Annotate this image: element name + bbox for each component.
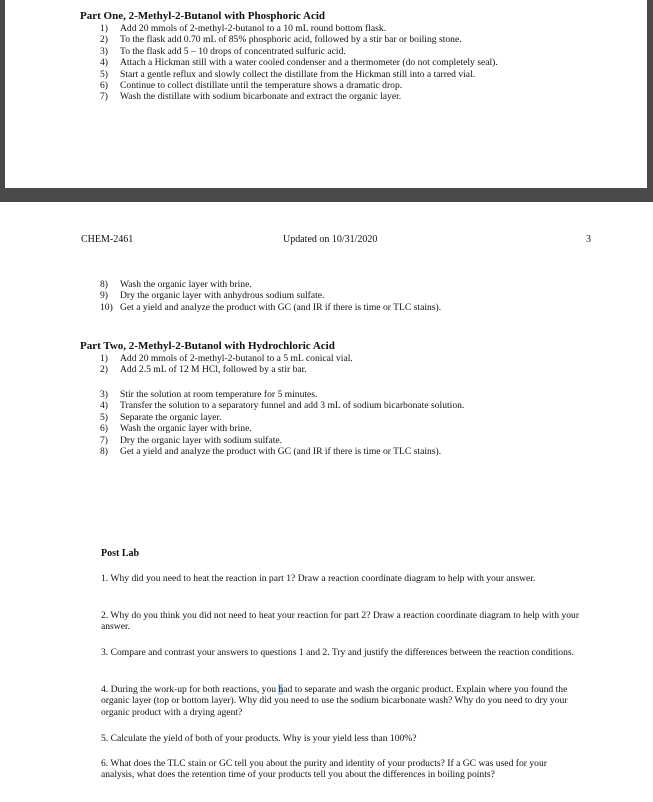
step-text: Stir the solution at room temperature for 5 minutes. [120, 389, 318, 400]
step-number: 10) [100, 301, 113, 313]
step-number: 2) [100, 34, 108, 46]
question-1: 1. Why did you need to heat the reaction in part 1? Draw a reaction coordinate diagram to help with your answer. [101, 573, 536, 584]
updated-date: Updated on 10/31/2020 [283, 234, 378, 245]
question-4 [101, 684, 581, 718]
question-3: 3. Compare and contrast your answers to questions 1 and 2. Try and justify the differences between the reaction conditions. [101, 647, 575, 658]
step-item [100, 435, 620, 446]
course-code: CHEM-2461 [81, 234, 134, 245]
step-text: Dry the organic layer with anhydrous sodium sulfate. [120, 290, 325, 302]
post-lab-title: Post Lab [101, 548, 140, 559]
step-number: 3) [100, 45, 108, 57]
step-item [100, 23, 620, 34]
step-number: 4) [100, 57, 108, 69]
viewer-gutter-right [647, 0, 653, 188]
step-text: Transfer the solution to a separatory funnel and add 3 mL of sodium bicarbonate solution. [120, 400, 465, 412]
viewer-gutter-left [0, 0, 5, 188]
question-4-start: 4. During the work-up for both reactions, you [101, 684, 279, 695]
step-number: 2) [100, 364, 108, 376]
step-item [100, 412, 620, 423]
step-text: Get a yield and analyze the product with GC (and IR if there is time or TLC stains). [120, 301, 442, 313]
step-number: 9) [100, 290, 108, 302]
question-2: 2. Why do you think you did not need to heat your reaction for part 2? Draw a reaction coordinate diagram to help with your answer. [101, 610, 580, 633]
part-one-steps [100, 23, 620, 103]
step-number: 4) [100, 400, 108, 412]
step-item [100, 57, 620, 68]
step-item [100, 69, 620, 80]
step-number: 6) [100, 80, 108, 92]
step-item [100, 302, 620, 313]
step-item [100, 423, 620, 434]
step-text: Attach a Hickman still with a water cooled condenser and a thermometer (do not completely seal). [120, 57, 498, 69]
step-item [100, 446, 620, 457]
part-two-steps-b [100, 389, 620, 457]
step-text: Get a yield and analyze the product with GC (and IR if there is time or TLC stains). [120, 446, 442, 458]
page-separator [0, 188, 653, 202]
step-text: Wash the organic layer with brine. [120, 279, 252, 290]
step-text: Start a gentle reflux and slowly collect the distillate from the Hickman still into a tarred vial. [120, 68, 476, 80]
question-5: 5. Calculate the yield of both of your products. Why is your yield less than 100%? [101, 733, 417, 744]
step-item [100, 353, 620, 364]
step-text: Add 20 mmols of 2-methyl-2-butanol to a 5 mL conical vial. [120, 353, 353, 364]
step-text: Add 2.5 mL of 12 M HCl, followed by a stir bar. [120, 364, 307, 376]
step-item [100, 290, 620, 301]
step-item [100, 279, 620, 290]
page-3 [0, 202, 653, 802]
page-number: 3 [586, 234, 591, 245]
step-text: Dry the organic layer with sodium sulfate. [120, 434, 283, 446]
step-item [100, 34, 620, 45]
step-item [100, 364, 620, 375]
step-text: Wash the distillate with sodium bicarbonate and extract the organic layer. [120, 91, 402, 103]
step-number: 6) [100, 423, 108, 435]
part-two-title: Part Two, 2-Methyl-2-Butanol with Hydrochloric Acid [80, 340, 335, 352]
step-number: 1) [100, 23, 108, 34]
question-6: 6. What does the TLC stain or GC tell you about the purity and identity of your products? If a GC was used for your analysis, what does the retention time of your products tell you about the differences in boiling points? [101, 758, 547, 781]
step-text: Separate the organic layer. [120, 411, 222, 423]
step-text: To the flask add 0.70 mL of 85% phosphoric acid, followed by a stir bar or boiling stone. [120, 34, 462, 46]
question-4-rest: ad to separate and wash the organic product. Explain where you found the organic layer (top or bottom layer). Why did you need to use the sodium bicarbonate wash? Why do you need to dry your organic product with a drying agent? [101, 684, 568, 718]
step-number: 7) [100, 434, 108, 446]
step-number: 8) [100, 279, 108, 290]
step-text: Wash the organic layer with brine. [120, 423, 252, 435]
step-text: Add 20 mmols of 2-methyl-2-butanol to a 10 mL round bottom flask. [120, 23, 387, 34]
step-item [100, 400, 620, 411]
text-cursor-highlight[interactable]: h [278, 684, 284, 695]
page-top [0, 0, 653, 188]
step-item [100, 389, 620, 400]
part-one-continued-steps [100, 279, 620, 313]
step-item [100, 91, 620, 102]
step-number: 5) [100, 411, 108, 423]
step-number: 3) [100, 389, 108, 400]
step-number: 8) [100, 446, 108, 458]
step-item [100, 80, 620, 91]
step-number: 1) [100, 353, 108, 364]
step-text: Continue to collect distillate until the temperature shows a dramatic drop. [120, 80, 403, 92]
part-two-steps-a [100, 353, 620, 376]
step-item [100, 46, 620, 57]
step-number: 5) [100, 68, 108, 80]
step-number: 7) [100, 91, 108, 103]
step-text: To the flask add 5 – 10 drops of concentrated sulfuric acid. [120, 45, 346, 57]
part-one-title: Part One, 2-Methyl-2-Butanol with Phosphoric Acid [80, 10, 326, 22]
